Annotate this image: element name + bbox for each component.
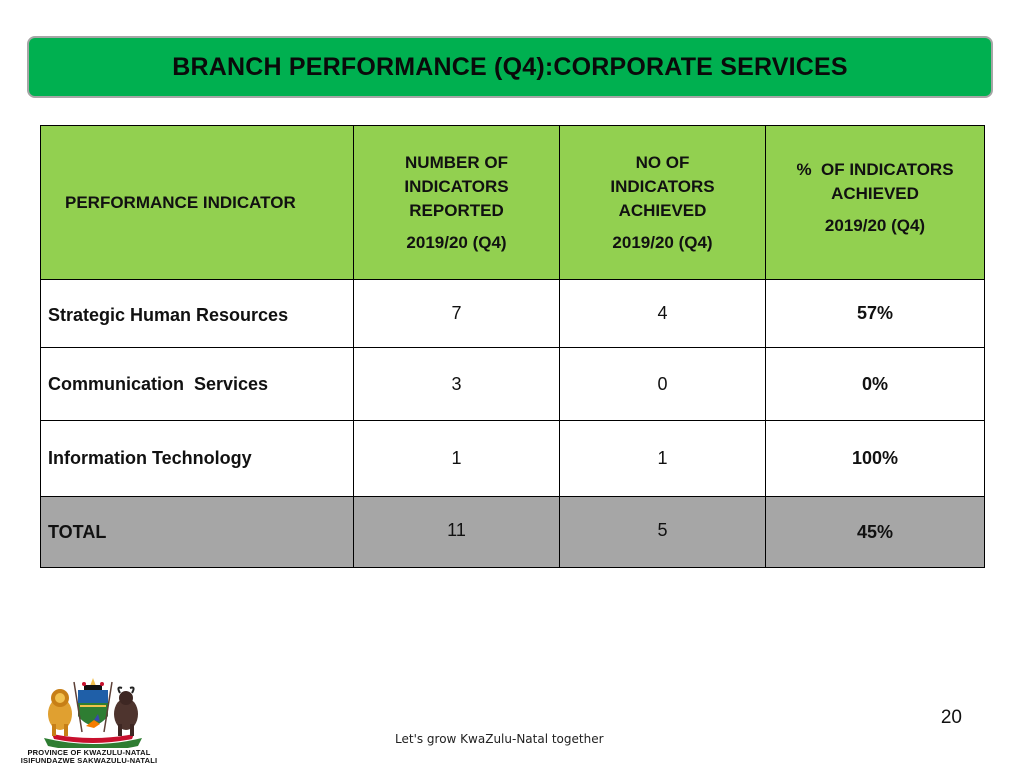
total-label: TOTAL	[41, 497, 354, 568]
row-reported-value: 1	[354, 421, 560, 497]
title-banner	[27, 36, 993, 98]
header-reported-period: 2019/20 (Q4)	[406, 232, 507, 252]
total-reported-value: 11	[354, 497, 560, 568]
row-reported-value: 7	[354, 280, 560, 348]
header-percent-label: % OF INDICATORS ACHIEVED	[796, 159, 958, 203]
row-percent-value: 0%	[766, 348, 985, 421]
row-achieved-value: 0	[560, 348, 766, 421]
page-number: 20	[940, 707, 962, 728]
total-row	[41, 497, 985, 568]
total-achieved-value: 5	[560, 497, 766, 568]
header-number-achieved	[560, 126, 766, 280]
header-reported-label: NUMBER OF INDICATORS REPORTED	[404, 152, 509, 220]
row-percent-value: 57%	[766, 280, 985, 348]
logo-caption-line1: PROVINCE OF KWAZULU-NATAL	[27, 748, 151, 757]
performance-table	[40, 125, 985, 568]
row-indicator-name: Information Technology	[41, 421, 354, 497]
kzn-coat-of-arms-logo	[8, 672, 170, 766]
total-percent-value: 45%	[766, 497, 985, 568]
header-percent-period: 2019/20 (Q4)	[824, 215, 926, 235]
row-reported-value: 3	[354, 348, 560, 421]
header-achieved-label: NO OF INDICATORS ACHIEVED	[610, 152, 715, 220]
row-percent-value: 100%	[766, 421, 985, 497]
row-indicator-name: Communication Services	[41, 348, 354, 421]
slide-title: BRANCH PERFORMANCE (Q4):CORPORATE SERVICES	[172, 52, 848, 81]
header-performance-indicator	[41, 126, 354, 280]
header-achieved-period: 2019/20 (Q4)	[612, 232, 713, 252]
header-number-reported	[354, 126, 560, 280]
table-row	[41, 280, 985, 348]
header-indicator-label: PERFORMANCE INDICATOR	[65, 192, 296, 212]
table-row	[41, 421, 985, 497]
row-achieved-value: 4	[560, 280, 766, 348]
coat-of-arms-icon	[38, 676, 148, 748]
table-header-row	[41, 126, 985, 280]
header-percent-achieved	[766, 126, 985, 280]
table-row	[41, 348, 985, 421]
footer-tagline: Let's grow KwaZulu-Natal together	[395, 732, 604, 746]
row-achieved-value: 1	[560, 421, 766, 497]
logo-caption-line2: ISIFUNDAZWE SAKWAZULU-NATALI	[20, 756, 158, 765]
row-indicator-name: Strategic Human Resources	[41, 280, 354, 348]
